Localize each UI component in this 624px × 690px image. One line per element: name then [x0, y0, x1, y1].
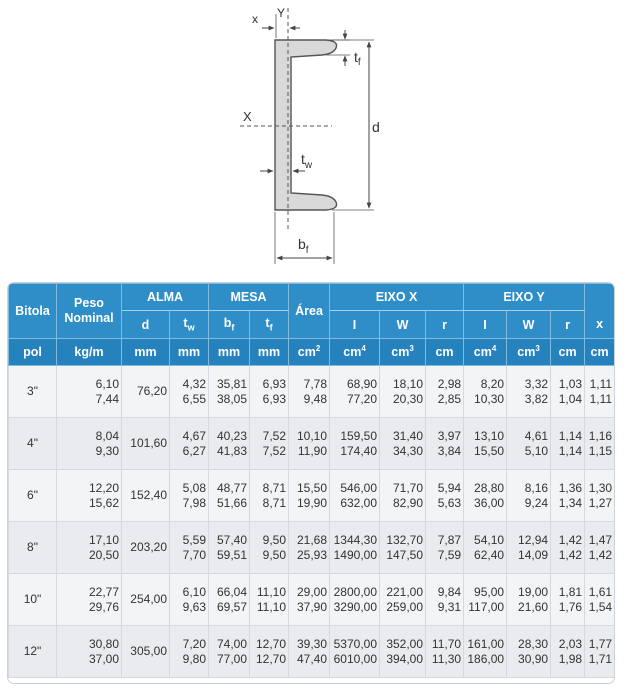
cell-iy: 8,20 10,30: [464, 366, 507, 418]
cell-tf: 7,52 7,52: [250, 418, 289, 470]
table-body: [9, 366, 615, 678]
header-bitola: Bitola: [9, 284, 57, 339]
header-alma: ALMA: [122, 284, 209, 311]
cell-iy: 13,10 15,50: [464, 418, 507, 470]
cell-bf: 57,40 59,51: [209, 522, 250, 574]
header-eixo-y: EIXO Y: [464, 284, 585, 311]
header-mesa: MESA: [209, 284, 289, 311]
cell-ix: 1344,30 1490,00: [330, 522, 380, 574]
unit-pol: pol: [9, 339, 57, 366]
subheader-d: d: [122, 311, 170, 339]
cell-iy: 54,10 62,40: [464, 522, 507, 574]
cell-tf: 6,93 6,93: [250, 366, 289, 418]
cell-x: 1,77 1,71: [585, 626, 614, 678]
cell-bf: 48,77 51,66: [209, 470, 250, 522]
properties-table-container: [8, 283, 614, 683]
cell-tw: 5,08 7,98: [170, 470, 209, 522]
cell-area: 21,68 25,93: [289, 522, 330, 574]
unit-cm: cm: [426, 339, 464, 366]
cell-area: 39,30 47,40: [289, 626, 330, 678]
cell-bitola: 6": [9, 470, 57, 522]
cell-wx: 352,00 394,00: [380, 626, 426, 678]
cell-iy: 28,80 36,00: [464, 470, 507, 522]
unit-cm: cm: [585, 339, 614, 366]
cell-peso: 22,77 29,76: [57, 574, 122, 626]
table-row: [9, 574, 615, 626]
unit-mm: mm: [170, 339, 209, 366]
cell-iy: 161,00 186,00: [464, 626, 507, 678]
cell-bf: 74,00 77,00: [209, 626, 250, 678]
cell-tw: 6,10 9,63: [170, 574, 209, 626]
unit-cm3: $cm^3$: [380, 339, 426, 366]
cell-area: 29,00 37,90: [289, 574, 330, 626]
cell-d: 305,00: [122, 626, 170, 678]
channel-section-diagram: [0, 0, 624, 280]
cell-wx: 221,00 259,00: [380, 574, 426, 626]
label-tw: $t_w$: [301, 151, 313, 171]
cell-tf: 9,50 9,50: [250, 522, 289, 574]
table-row: [9, 418, 615, 470]
cell-wx: 31,40 34,30: [380, 418, 426, 470]
table-row: [9, 522, 615, 574]
cell-ry: 1,14 1,14: [551, 418, 585, 470]
unit-cm: cm: [551, 339, 585, 366]
cell-x: 1,11 1,11: [585, 366, 614, 418]
cell-tw: 4,67 6,27: [170, 418, 209, 470]
cell-area: 7,78 9,48: [289, 366, 330, 418]
table-row: [9, 626, 615, 678]
cell-bitola: 8": [9, 522, 57, 574]
cell-ix: 2800,00 3290,00: [330, 574, 380, 626]
label-x-offset: x: [252, 12, 258, 26]
cell-ry: 1,42 1,42: [551, 522, 585, 574]
unit-mm: mm: [209, 339, 250, 366]
cell-bitola: 4": [9, 418, 57, 470]
subheader-iy: I: [464, 311, 507, 339]
header-eixo-x: EIXO X: [330, 284, 464, 311]
cell-bf: 35,81 38,05: [209, 366, 250, 418]
cell-rx: 7,87 7,59: [426, 522, 464, 574]
cell-ry: 1,03 1,04: [551, 366, 585, 418]
header-area: Área: [289, 284, 330, 339]
cell-d: 101,60: [122, 418, 170, 470]
subheader-wx: W: [380, 311, 426, 339]
cell-wy: 8,16 9,24: [507, 470, 551, 522]
cell-d: 152,40: [122, 470, 170, 522]
table-row: [9, 470, 615, 522]
cell-rx: 2,98 2,85: [426, 366, 464, 418]
subheader-ix: I: [330, 311, 380, 339]
subheader-tw: $t_w$: [170, 311, 209, 339]
cell-bitola: 3": [9, 366, 57, 418]
cell-d: 203,20: [122, 522, 170, 574]
label-d: d: [372, 119, 380, 135]
cell-peso: 12,20 15,62: [57, 470, 122, 522]
label-tf: $t_f$: [354, 49, 361, 68]
cell-wx: 132,70 147,50: [380, 522, 426, 574]
cell-d: 76,20: [122, 366, 170, 418]
cell-bitola: 10": [9, 574, 57, 626]
header-x: x: [585, 284, 614, 339]
unit-kgm: kg/m: [57, 339, 122, 366]
label-x-axis: X: [243, 109, 252, 124]
cell-ry: 2,03 1,98: [551, 626, 585, 678]
subheader-wy: W: [507, 311, 551, 339]
cell-ix: 159,50 174,40: [330, 418, 380, 470]
cell-wy: 19,00 21,60: [507, 574, 551, 626]
cell-tw: 5,59 7,70: [170, 522, 209, 574]
cell-rx: 9,84 9,31: [426, 574, 464, 626]
subheader-ry: r: [551, 311, 585, 339]
cell-iy: 95,00 117,00: [464, 574, 507, 626]
cell-x: 1,16 1,15: [585, 418, 614, 470]
header-peso-nominal: Peso Nominal: [57, 284, 122, 339]
cell-x: 1,61 1,54: [585, 574, 614, 626]
cell-rx: 3,97 3,84: [426, 418, 464, 470]
cell-ry: 1,81 1,76: [551, 574, 585, 626]
cell-wy: 3,32 3,82: [507, 366, 551, 418]
unit-cm4: $cm^4$: [330, 339, 380, 366]
cell-ix: 68,90 77,20: [330, 366, 380, 418]
cell-bitola: 12": [9, 626, 57, 678]
cell-peso: 6,10 7,44: [57, 366, 122, 418]
cell-rx: 5,94 5,63: [426, 470, 464, 522]
cell-wx: 18,10 20,30: [380, 366, 426, 418]
cell-tw: 4,32 6,55: [170, 366, 209, 418]
cell-peso: 8,04 9,30: [57, 418, 122, 470]
cell-x: 1,47 1,42: [585, 522, 614, 574]
cell-tf: 12,70 12,70: [250, 626, 289, 678]
cell-rx: 11,70 11,30: [426, 626, 464, 678]
channel-properties-table: [8, 283, 614, 678]
unit-mm: mm: [122, 339, 170, 366]
cell-wy: 4,61 5,10: [507, 418, 551, 470]
unit-cm3: $cm^3$: [507, 339, 551, 366]
unit-cm2: $cm^2$: [289, 339, 330, 366]
label-y-axis: Y: [277, 6, 286, 20]
cell-wx: 71,70 82,90: [380, 470, 426, 522]
table-row: [9, 366, 615, 418]
cell-wy: 12,94 14,09: [507, 522, 551, 574]
cell-ix: 546,00 632,00: [330, 470, 380, 522]
cell-tf: 11,10 11,10: [250, 574, 289, 626]
cell-ry: 1,36 1,34: [551, 470, 585, 522]
unit-mm: mm: [250, 339, 289, 366]
subheader-bf: $b_f$: [209, 311, 250, 339]
cell-bf: 40,23 41,83: [209, 418, 250, 470]
subheader-rx: r: [426, 311, 464, 339]
cell-peso: 17,10 20,50: [57, 522, 122, 574]
cell-tf: 8,71 8,71: [250, 470, 289, 522]
cell-tw: 7,20 9,80: [170, 626, 209, 678]
label-bf: $b_f$: [298, 236, 309, 256]
cell-peso: 30,80 37,00: [57, 626, 122, 678]
cell-ix: 5370,00 6010,00: [330, 626, 380, 678]
subheader-tf: $t_f$: [250, 311, 289, 339]
cell-x: 1,30 1,27: [585, 470, 614, 522]
unit-cm4: $cm^4$: [464, 339, 507, 366]
cell-area: 15,50 19,90: [289, 470, 330, 522]
cell-d: 254,00: [122, 574, 170, 626]
channel-profile-shape: [275, 40, 337, 210]
cell-area: 10,10 11,90: [289, 418, 330, 470]
cell-bf: 66,04 69,57: [209, 574, 250, 626]
cell-wy: 28,30 30,90: [507, 626, 551, 678]
